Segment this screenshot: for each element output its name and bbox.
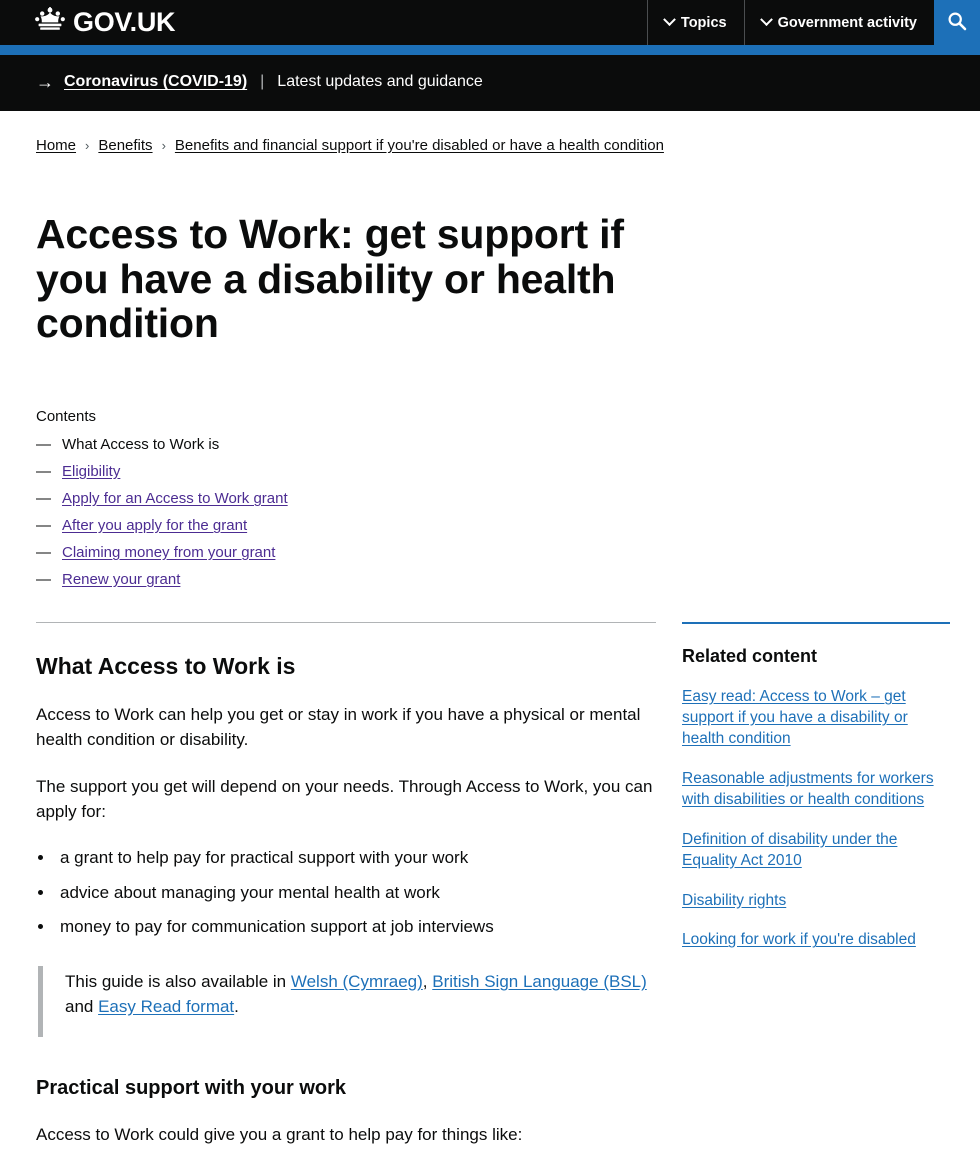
list-item xyxy=(682,769,950,811)
list-item xyxy=(682,687,950,750)
contents-item-renew xyxy=(36,571,950,588)
list-item xyxy=(682,891,950,912)
sub-heading-practical-support: Practical support with your work xyxy=(36,1077,347,1100)
breadcrumb-item-benefits[interactable]: Benefits xyxy=(98,137,153,154)
search-icon xyxy=(947,11,967,34)
contents-link-after-you-apply[interactable]: After you apply for the grant xyxy=(62,517,248,535)
dash-marker: — xyxy=(36,517,51,535)
contents-item-eligibility xyxy=(36,463,950,480)
contents-item-apply xyxy=(36,490,950,507)
contents-nav xyxy=(36,408,950,588)
header-nav xyxy=(647,0,934,45)
inset-and: and xyxy=(65,996,99,1016)
content-columns xyxy=(36,622,950,1169)
banner-text: Latest updates and guidance xyxy=(277,73,483,90)
related-link-reasonable-adjustments[interactable]: Reasonable adjustments for workers with disabilities or health conditions xyxy=(682,769,934,808)
contents-link-eligibility[interactable]: Eligibility xyxy=(62,463,121,481)
crown-icon xyxy=(34,7,66,38)
breadcrumb-item-disability-support[interactable]: Benefits and financial support if you're disabled or have a health condition xyxy=(174,137,664,154)
page-title: Access to Work: get support if you have a disability or health condition xyxy=(36,211,624,347)
contents-link-renew[interactable]: Renew your grant xyxy=(62,571,181,589)
bullet-item: • money to pay for communication support at job interviews xyxy=(55,915,656,940)
govuk-logo-link[interactable] xyxy=(0,0,175,45)
breadcrumb-item-home[interactable]: Home xyxy=(36,137,77,154)
nav-item-government-activity[interactable] xyxy=(744,0,934,45)
breadcrumb-separator: › xyxy=(85,138,90,153)
dash-marker: — xyxy=(36,571,51,589)
arrow-right-icon: → xyxy=(36,72,54,92)
bullet-item: • a grant to help pay for practical support with your work xyxy=(55,846,656,871)
paragraph-1: Access to Work can help you get or stay in work if you have a physical or mental health condition or disability. xyxy=(36,704,641,749)
section-heading-what-access-to-work-is: What Access to Work is xyxy=(36,653,296,680)
site-header xyxy=(0,0,980,45)
breadcrumb-separator: › xyxy=(161,138,166,153)
dash-marker: — xyxy=(36,463,51,481)
search-button[interactable] xyxy=(934,0,980,45)
inset-text-alternative-formats xyxy=(38,966,656,1037)
contents-item-label: What Access to Work is xyxy=(62,436,220,454)
breadcrumb xyxy=(36,111,950,154)
brand-text: GOV.UK xyxy=(73,7,176,37)
support-bullet-list xyxy=(36,846,656,940)
contents-item-after-you-apply xyxy=(36,517,950,534)
contents-heading: Contents xyxy=(36,408,97,426)
related-link-looking-for-work[interactable]: Looking for work if you're disabled xyxy=(682,931,916,949)
coronavirus-link[interactable]: Coronavirus (COVID-19) xyxy=(64,73,248,90)
bullet-item: • advice about managing your mental health at work xyxy=(55,881,656,906)
related-content-list xyxy=(682,687,950,951)
related-content-title: Related content xyxy=(682,646,818,667)
related-link-easy-read[interactable]: Easy read: Access to Work – get support if you have a disability or health condition xyxy=(682,688,908,747)
link-welsh-cymraeg[interactable]: Welsh (Cymraeg) xyxy=(290,972,423,992)
contents-link-apply[interactable]: Apply for an Access to Work grant xyxy=(62,490,288,508)
related-link-disability-rights[interactable]: Disability rights xyxy=(682,891,787,909)
contents-item-what-access-to-work-is xyxy=(36,436,950,453)
banner-separator: | xyxy=(260,73,265,90)
list-item xyxy=(682,830,950,872)
inset-lead-text: This guide is also available in xyxy=(65,972,291,992)
paragraph-2: The support you get will depend on your needs. Through Access to Work, you can apply for: xyxy=(36,776,653,821)
related-content-sidebar xyxy=(682,622,950,1169)
header-blue-bar xyxy=(0,45,980,55)
contents-item-claiming-money xyxy=(36,544,950,561)
page-wrapper xyxy=(0,111,980,1169)
related-link-definition-of-disability[interactable]: Definition of disability under the Equality Act 2010 xyxy=(682,830,898,869)
nav-item-government-activity-label: Government activity xyxy=(777,14,917,31)
link-british-sign-language[interactable]: British Sign Language (BSL) xyxy=(432,972,647,992)
nav-item-topics[interactable] xyxy=(647,0,744,45)
chevron-down-icon xyxy=(663,13,676,26)
list-item xyxy=(682,930,950,951)
inset-full-stop: . xyxy=(234,996,239,1016)
inset-paragraph xyxy=(65,970,656,1019)
inset-comma: , xyxy=(422,972,433,992)
chevron-down-icon xyxy=(760,13,773,26)
main-content xyxy=(36,622,656,1169)
contents-link-claiming-money[interactable]: Claiming money from your grant xyxy=(62,544,276,562)
coronavirus-banner xyxy=(0,55,980,111)
paragraph-3: Access to Work could give you a grant to help pay for things like: xyxy=(36,1125,523,1145)
contents-list xyxy=(36,436,950,588)
header-spacer xyxy=(175,0,647,45)
dash-marker: — xyxy=(36,490,51,508)
nav-item-topics-label: Topics xyxy=(680,14,727,31)
dash-marker: — xyxy=(36,436,51,454)
link-easy-read-format[interactable]: Easy Read format xyxy=(98,996,235,1016)
dash-marker: — xyxy=(36,544,51,562)
